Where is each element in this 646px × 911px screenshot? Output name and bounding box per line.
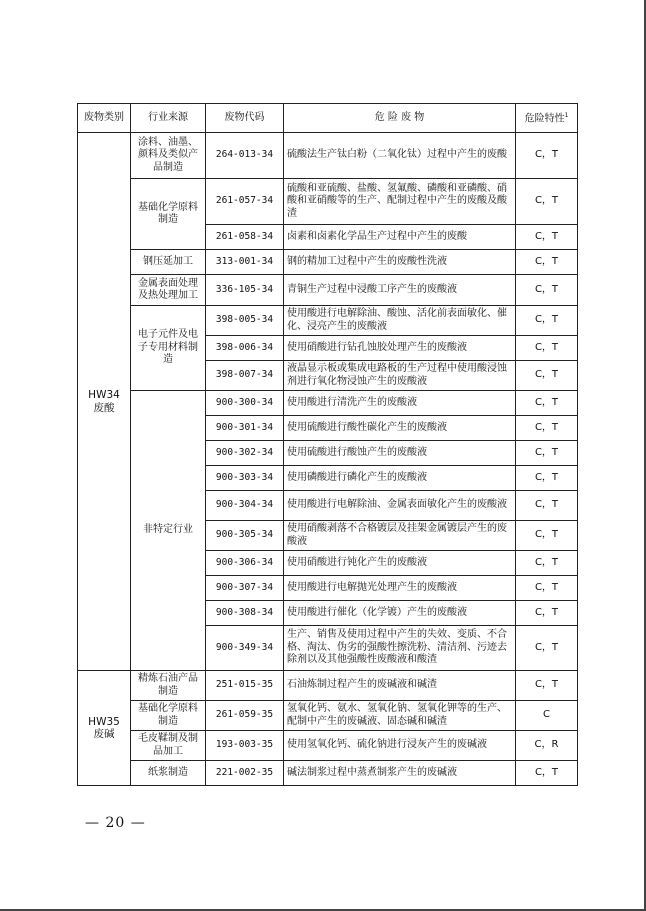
- industry-cell: 钢压延加工: [131, 250, 206, 275]
- hazard-cell: C，T: [516, 391, 578, 416]
- category-code: HW34: [88, 389, 120, 401]
- waste-code: 900-308-34: [206, 601, 284, 626]
- hazard-cell: C，T: [516, 179, 578, 225]
- waste-description: 使用酸进行电解抛光处理产生的废酸液: [284, 576, 516, 601]
- waste-code: 900-307-34: [206, 576, 284, 601]
- waste-description: 使用硝酸剥落不合格镀层及挂架金属镀层产生的废酸液: [284, 521, 516, 551]
- waste-description: 使用磷酸进行磷化产生的废酸液: [284, 466, 516, 491]
- waste-description: 使用酸进行清洗产生的废酸液: [284, 391, 516, 416]
- hazard-cell: C，T: [516, 336, 578, 361]
- table-row: [78, 306, 578, 336]
- hazard-cell: C，T: [516, 576, 578, 601]
- hazard-cell: C，T: [516, 275, 578, 306]
- waste-description: 氢氧化钙、氨水、氢氧化钠、氢氧化钾等的生产、配制中产生的废碱液、固态碱和碱渣: [284, 701, 516, 731]
- table-row: [78, 671, 578, 701]
- waste-code: 398-005-34: [206, 306, 284, 336]
- waste-code: 193-003-35: [206, 731, 284, 761]
- industry-cell: 涂料、油墨、颜料及类似产品制造: [131, 133, 206, 179]
- footnote-mark: 1: [564, 112, 569, 120]
- waste-code: 261-058-34: [206, 225, 284, 250]
- table-row: [78, 179, 578, 225]
- waste-code: 261-057-34: [206, 179, 284, 225]
- waste-code: 398-007-34: [206, 361, 284, 391]
- waste-description: 青铜生产过程中浸酸工序产生的废酸液: [284, 275, 516, 306]
- header-hazard-label: 危险特性: [524, 113, 565, 125]
- waste-description: 使用氢氧化钙、硫化钠进行浸灰产生的废碱液: [284, 731, 516, 761]
- category-hw35: [78, 671, 131, 786]
- industry-cell: 电子元件及电子专用材料制造: [131, 306, 206, 391]
- waste-description: 使用酸进行催化（化学镀）产生的废酸液: [284, 601, 516, 626]
- hazard-cell: C，T: [516, 306, 578, 336]
- header-hazard: [516, 104, 578, 133]
- waste-description: 使用酸进行电解除油、酸蚀、活化前表面敏化、催化、浸亮产生的废酸液: [284, 306, 516, 336]
- waste-description: 使用硝酸进行钝化产生的废酸液: [284, 551, 516, 576]
- hazard-cell: C，R: [516, 731, 578, 761]
- waste-code: 264-013-34: [206, 133, 284, 179]
- waste-code: 900-302-34: [206, 441, 284, 466]
- hazard-cell: C，T: [516, 361, 578, 391]
- waste-description: 使用硝酸进行钻孔蚀胶处理产生的废酸液: [284, 336, 516, 361]
- industry-cell: 精炼石油产品制造: [131, 671, 206, 701]
- waste-code: 251-015-35: [206, 671, 284, 701]
- header-industry: 行业来源: [131, 104, 206, 133]
- table-row: [78, 731, 578, 761]
- hazard-cell: C，T: [516, 761, 578, 786]
- waste-code: 398-006-34: [206, 336, 284, 361]
- waste-code: 900-304-34: [206, 491, 284, 521]
- header-waste: 危 险 废 物: [284, 104, 516, 133]
- hazard-cell: C，T: [516, 466, 578, 491]
- page-number: — 20 —: [85, 815, 146, 831]
- industry-cell: 非特定行业: [131, 391, 206, 671]
- industry-cell: 毛皮鞣制及制品加工: [131, 731, 206, 761]
- waste-code: 900-303-34: [206, 466, 284, 491]
- table-row: [78, 391, 578, 416]
- hazard-cell: C，T: [516, 133, 578, 179]
- hazard-cell: C: [516, 701, 578, 731]
- waste-code: 313-001-34: [206, 250, 284, 275]
- hazard-cell: C，T: [516, 250, 578, 275]
- waste-description: 石油炼制过程产生的废碱液和碱渣: [284, 671, 516, 701]
- hazard-cell: C，T: [516, 225, 578, 250]
- hazard-cell: C，T: [516, 491, 578, 521]
- waste-code: 900-301-34: [206, 416, 284, 441]
- waste-code: 900-305-34: [206, 521, 284, 551]
- table-row: [78, 133, 578, 179]
- hazard-cell: C，T: [516, 601, 578, 626]
- hazard-cell: C，T: [516, 441, 578, 466]
- waste-description: 使用硫酸进行酸蚀产生的废酸液: [284, 441, 516, 466]
- header-row: [78, 104, 578, 133]
- hazard-cell: C，T: [516, 626, 578, 671]
- waste-description: 卤素和卤素化学品生产过程中产生的废酸: [284, 225, 516, 250]
- waste-code: 221-002-35: [206, 761, 284, 786]
- category-hw34: [78, 133, 131, 671]
- waste-description: 碱法制浆过程中蒸煮制浆产生的废碱液: [284, 761, 516, 786]
- header-category: 废物类别: [78, 104, 131, 133]
- industry-cell: 基础化学原料制造: [131, 701, 206, 731]
- category-code: HW35: [88, 715, 120, 728]
- waste-code: 261-059-35: [206, 701, 284, 731]
- header-code: 废物代码: [206, 104, 284, 133]
- waste-code: 336-105-34: [206, 275, 284, 306]
- hazard-cell: C，T: [516, 671, 578, 701]
- category-name: 废碱: [93, 728, 115, 740]
- hazard-cell: C，T: [516, 521, 578, 551]
- waste-code: 900-300-34: [206, 391, 284, 416]
- industry-cell: 金属表面处理及热处理加工: [131, 275, 206, 306]
- waste-description: 钢的精加工过程中产生的废酸性洗液: [284, 250, 516, 275]
- waste-description: 使用酸进行电解除油、金属表面敏化产生的废酸液: [284, 491, 516, 521]
- category-name: 废酸: [93, 401, 115, 414]
- table-row: [78, 761, 578, 786]
- industry-cell: 纸浆制造: [131, 761, 206, 786]
- waste-description: 生产、销售及使用过程中产生的失效、变质、不合格、淘汰、伪劣的强酸性擦洗粉、清洁剂、污迹去除剂以及其他强酸性废酸液和酸渣: [284, 626, 516, 671]
- waste-code: 900-306-34: [206, 551, 284, 576]
- hazard-cell: C，T: [516, 416, 578, 441]
- waste-description: 液晶显示板或集成电路板的生产过程中使用酸浸蚀剂进行氧化物浸蚀产生的废酸液: [284, 361, 516, 391]
- waste-code: 900-349-34: [206, 626, 284, 671]
- industry-cell: 基础化学原料制造: [131, 179, 206, 250]
- table-row: [78, 250, 578, 275]
- hazard-cell: C，T: [516, 551, 578, 576]
- table-row: [78, 275, 578, 306]
- table-row: [78, 701, 578, 731]
- hazardous-waste-table: [77, 103, 578, 786]
- waste-description: 使用硫酸进行酸性碳化产生的废酸液: [284, 416, 516, 441]
- waste-description: 硫酸法生产钛白粉（二氧化钛）过程中产生的废酸: [284, 133, 516, 179]
- waste-description: 硫酸和亚硫酸、盐酸、氢氟酸、磷酸和亚磷酸、硝酸和亚硝酸等的生产、配制过程中产生的废酸及酸渣: [284, 179, 516, 225]
